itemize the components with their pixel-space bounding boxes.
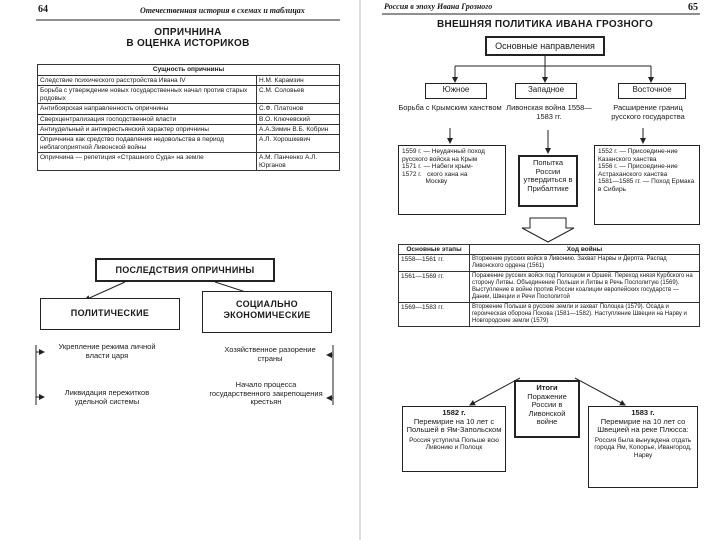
arrow-to-1582 bbox=[470, 378, 520, 405]
direction-east: Восточное bbox=[618, 83, 686, 99]
direction-west: Западное bbox=[515, 83, 577, 99]
direction-south: Южное bbox=[425, 83, 487, 99]
east-events-box: 1552 г. — Присоедине-ние Казанского ханства 1556 г. — Присоедине-ние Астраханского ханства 1581—1585 гг. — Поход Ермака в Сибирь bbox=[594, 145, 700, 225]
result-text: Поражение России в Ливонской войне bbox=[527, 391, 567, 426]
treaty-1583-text: Перемирие на 10 лет со Швецией на реке Плюсса: bbox=[597, 416, 689, 434]
treaty-1582-note: Россия уступила Польше всю Ливонию и Полоцк bbox=[409, 436, 499, 451]
historian-cell: А.Л. Хорошкевич bbox=[257, 135, 340, 153]
essence-cell: Антибоярская направленность опричнины bbox=[38, 104, 257, 114]
consequences-box: ПОСЛЕДСТВИЯ ОПРИЧНИНЫ bbox=[95, 258, 275, 282]
essence-cell: Борьба с утверждение новых государственных начал против старых родовых bbox=[38, 86, 257, 104]
socio-item-1: Хозяйственное разорение страны bbox=[224, 345, 316, 363]
right-running-header: Россия в эпоху Ивана Грозного bbox=[384, 2, 493, 11]
historians-table bbox=[37, 64, 340, 171]
stage-period-cell: 1558—1561 гг. bbox=[399, 255, 470, 272]
opr-title bbox=[88, 27, 288, 49]
south-events-box: 1559 г. — Неудачный поход русского войска на Крым 1571 г. — Набеги крым- 1572 г. ского хана на Москву bbox=[398, 145, 506, 215]
essence-cell: Сверхцентрализация господственной власти bbox=[38, 114, 257, 124]
essence-cell: Следствие психического расстройства Ивана IV bbox=[38, 76, 257, 86]
foreign-policy-title: ВНЕШНЯЯ ПОЛИТИКА ИВАНА ГРОЗНОГО bbox=[436, 19, 654, 30]
stage-course-cell: Поражение русских войск под Полоцком и Оршей. Переход князя Курбского на сторону Литвы. Объединение Польши и Литвы в Речь Посполитую (1569). Выступление в войне против России коалиции европейских государств — Дании, Швеции и Речи Посполитой bbox=[470, 272, 700, 303]
historian-cell: А.М. Панченко А.Л. Юрганов bbox=[257, 153, 340, 171]
table-row bbox=[38, 114, 340, 124]
table-row bbox=[38, 153, 340, 171]
treaty-1583-box bbox=[588, 406, 698, 488]
treaty-1582-box bbox=[402, 406, 506, 472]
stage-course-cell: Вторжение Польши в русские земли и захват Полоцка (1579). Осада и героическая оборона Пскова (1581—1582). Наступление Швеции на Нарву и Новгородские земли (1579) bbox=[470, 303, 700, 327]
political-item-1: Укрепление режима личной власти царя bbox=[58, 342, 156, 360]
stage-course-cell: Вторжение русских войск в Ливонию. Захват Нарвы и Дерпта. Распад Ливонского ордена (1561) bbox=[470, 255, 700, 272]
left-page-number: 64 bbox=[38, 4, 48, 15]
arrow-to-1583 bbox=[575, 378, 625, 405]
table-header: Сущность опричнины bbox=[38, 65, 340, 76]
socio-item-2: Начало процесса государственного закрепощения крестьян bbox=[209, 380, 323, 406]
result-box bbox=[514, 380, 580, 438]
historian-cell: С.Ф. Платонов bbox=[257, 104, 340, 114]
treaty-1582-year: 1582 г. bbox=[442, 408, 466, 417]
essence-cell: Антиудельный и антикрестьянский характер опричнины bbox=[38, 125, 257, 135]
course-header: Ход войны bbox=[470, 245, 700, 255]
left-running-header: Отечественная история в схемах и таблицах bbox=[140, 6, 305, 15]
table-row bbox=[38, 135, 340, 153]
historian-cell: С.М. Соловьев bbox=[257, 86, 340, 104]
political-box: ПОЛИТИЧЕСКИЕ bbox=[40, 298, 180, 330]
opr-title-line2: В ОЦЕНКА ИСТОРИКОВ bbox=[126, 38, 250, 49]
west-goal: Ливонская война 1558—1583 гг. bbox=[506, 103, 592, 121]
historian-cell: В.О. Ключевский bbox=[257, 114, 340, 124]
opr-title-line1: ОПРИЧНИНА bbox=[154, 27, 222, 38]
right-page-number: 65 bbox=[688, 2, 698, 13]
socioeconomic-box bbox=[202, 291, 332, 333]
stages-header: Основные этапы bbox=[399, 245, 470, 255]
table-row bbox=[38, 104, 340, 114]
stage-period-cell: 1569—1583 гг. bbox=[399, 303, 470, 327]
big-down-arrow bbox=[522, 218, 574, 242]
historian-cell: Н.М. Карамзин bbox=[257, 76, 340, 86]
east-goal: Расширение границ русского государства bbox=[611, 103, 685, 121]
livonian-war-table bbox=[398, 244, 700, 327]
treaty-1582-text: Перемирие на 10 лет с Польшей в Ям-Запольском bbox=[406, 416, 502, 434]
table-row bbox=[38, 86, 340, 104]
historian-cell: А.А.Зимин В.Б. Кобрин bbox=[257, 125, 340, 135]
south-goal: Борьба с Крымским ханством bbox=[398, 103, 502, 112]
essence-cell: Опричнина как средство подавления недовольства в период неблагоприятной Ливонской войны bbox=[38, 135, 257, 153]
socioeconomic-title-2: ЭКОНОМИЧЕСКИЕ bbox=[223, 310, 311, 320]
stage-period-cell: 1561—1569 гг. bbox=[399, 272, 470, 303]
table-row bbox=[38, 125, 340, 135]
essence-cell: Опричнина — репетиция «Страшного Суда» на земле bbox=[38, 153, 257, 171]
socioeconomic-title-1: СОЦИАЛЬНО bbox=[236, 299, 298, 309]
treaty-1583-year: 1583 г. bbox=[631, 408, 655, 417]
main-directions-box: Основные направления bbox=[485, 36, 605, 56]
table-row bbox=[399, 272, 700, 303]
table-row bbox=[399, 303, 700, 327]
political-item-2: Ликвидация пережитков удельной системы bbox=[64, 388, 150, 406]
result-title: Итоги bbox=[536, 383, 558, 392]
west-attempt-box: Попытка России утвердиться в Прибалтике bbox=[518, 155, 578, 207]
treaty-1583-note: Россия была вынуждена отдать города Ям, Копорье, Ивангород, Нарву bbox=[594, 436, 692, 459]
table-row bbox=[38, 76, 340, 86]
table-row bbox=[399, 255, 700, 272]
